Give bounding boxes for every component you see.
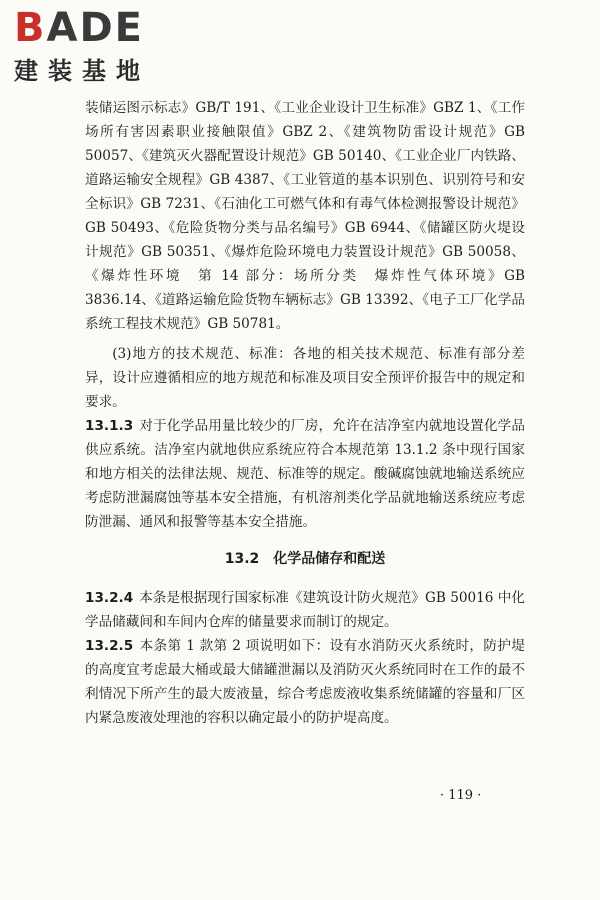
page-content [85, 96, 525, 730]
logo-letter-b: B [14, 5, 47, 51]
section-heading: 13.2 化学品储存和配送 [224, 551, 386, 567]
clause-13-2-5 [85, 634, 525, 730]
page-number: · 119 · [440, 788, 482, 803]
clause-13-1-3 [85, 414, 525, 534]
clause-number: 13.1.3 [85, 418, 134, 434]
logo-letters-ade: ADE [46, 5, 144, 51]
clause-number: 13.2.4 [85, 590, 134, 606]
clause-text: 对于化学品用量比较少的厂房，允许在洁净室内就地设置化学品供应系统。洁净室内就地供应系统应符合本规范第 13.1.2 条中现行国家和地方相关的法律法规、规范、标准等的规定。酸碱腐蚀就地输送系统应考虑防泄漏腐蚀等基本安全措施，有机溶剂类化学品就地输送系统应考虑防泄漏、通风和报警等基本安全措施。 [85, 418, 525, 530]
clause-text: 本条是根据现行国家标准《建筑设计防火规范》GB 50016 中化学品储藏间和车间内仓库的储量要求而制订的规定。 [85, 590, 525, 630]
logo-subtitle: 建装基地 [14, 57, 150, 85]
bade-logo [14, 6, 174, 86]
logo-wordmark [14, 6, 174, 50]
item-3-paragraph: (3)地方的技术规范、标准：各地的相关技术规范、标准有部分差异，设计应遵循相应的地方规范和标准及项目安全预评价报告中的规定和要求。 [85, 346, 525, 410]
clause-number: 13.2.5 [85, 638, 134, 654]
continued-paragraph: 装储运图示标志》GB/T 191、《工业企业设计卫生标准》GBZ 1、《工作场所有害因素职业接触限值》GBZ 2、《建筑物防雷设计规范》GB 50057、《建筑灭火器配置设计规范》GB 50140、《工业企业厂内铁路、道路运输安全规程》GB 4387、《工业管道的基本识别色、识别符号和安全标识》GB 7231、《石油化工可燃气体和有毒气体检测报警设计规范》GB 50493、《危险货物分类与品名编号》GB 6944、《储罐区防火堤设计规范》GB 50351、《爆炸危险环境电力装置设计规范》GB 50058、《爆炸性环境 第 14 部分：场所分类 爆炸性气体环境》GB 3836.14、《道路运输危险货物车辆标志》GB 13392、《电子工厂化学品系统工程技术规范》GB 50781。 [85, 100, 525, 332]
clause-text: 本条第 1 款第 2 项说明如下：设有水消防灭火系统时，防护堤的高度宜考虑最大桶或最大储罐泄漏以及消防灭火系统同时在工作的最不利情况下所产生的最大废液量，综合考虑废液收集系统储罐的容量和厂区内紧急废液处理池的容积以确定最小的防护堤高度。 [85, 638, 525, 726]
clause-13-2-4 [85, 586, 525, 634]
